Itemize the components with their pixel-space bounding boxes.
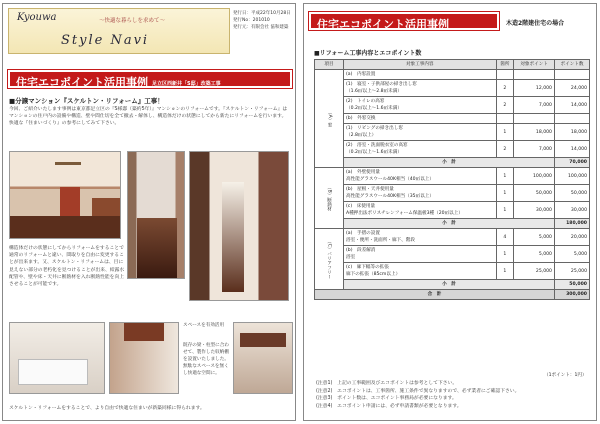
header-item: 項目 [315, 60, 344, 70]
masthead-title-bottom: Style Navi [61, 33, 150, 48]
table-row: (1) 寝室・子供部屋の掃き出し窓 （1.6㎡以上〜2.8㎡未満） 2 12,000 24,000 [315, 80, 590, 97]
masthead-title-top: Kyouwa [17, 12, 57, 23]
storage-shelf-photo [233, 322, 293, 394]
total-row: 合 計 300,000 [315, 290, 590, 300]
ceiling-fan-shape [55, 162, 81, 165]
note-2: (注意2) エコポイントは、工事箇所、施工条件で異なりますので、必ず業者にご確認下さい。 [316, 388, 520, 394]
left-banner-subtitle: 足立区西新井「S邸」改築工事 [152, 80, 221, 87]
publisher: 発行元：有限会社 協和建築 [233, 25, 289, 31]
floor-shape [10, 216, 120, 238]
work-cell: (c) 床使用量 A種押出法ポリスチレンフォーム保温板3種（20㎡以上） [344, 202, 497, 219]
living-room-photo [9, 151, 121, 239]
header-work: 対象工事内容 [344, 60, 497, 70]
hallway-photo [127, 151, 185, 279]
cabinet-shape [92, 198, 120, 218]
work-cell: (b) 段差解消 浴室 [344, 246, 497, 263]
table-row: (2) 浴室・洗面脱衣室の高窓 （0.2㎡以上〜1.6㎡未満） 2 7,000 14,000 [315, 141, 590, 158]
section-title: ■分譲マンション『スケルトン・リフォーム』工事！ [9, 97, 164, 105]
category-barrier-free: （C）バリアフリー [315, 229, 344, 290]
header-qty: 箇所 [496, 60, 514, 70]
shelf-shape [240, 333, 286, 347]
left-footer: スケルトン・リフォームをすることで、より自由で快適な住まいが新築同様に得られます。 [9, 406, 205, 411]
table-row [315, 114, 590, 124]
bathtub-shape [18, 359, 88, 385]
work-cell: (b) 屋根・天井使用量 高性能グラスウール40K相当（35㎡以上） [344, 185, 497, 202]
subtotal-row: 小 計 70,000 [315, 158, 590, 168]
table-row: (1) リビングの掃き出し窓 （2.8㎡以上） 1 18,000 18,000 [315, 124, 590, 141]
right-page [303, 3, 597, 421]
masthead [8, 8, 230, 54]
storage-note-heading: スペースを有効活用 [183, 323, 225, 328]
table-row: (c) 廊下幅等の拡張 廊下の拡張（85cm以上） 1 25,000 25,000 [315, 263, 590, 280]
cabinet-shape [124, 323, 164, 341]
floor-shape [137, 218, 177, 278]
left-banner-title: 住宅エコポイント活用事例 [16, 76, 148, 89]
total-points: 300,000 [554, 290, 589, 300]
table-row: （C）バリアフリー (a) 手摺の設置 浴室・便所・洗面所・廊下、階段 4 5,000 20,000 [315, 229, 590, 246]
table-row [315, 70, 590, 80]
washroom-photo [109, 322, 179, 394]
note-3: (注意3) ポイント数は、エコポイント事務局が必要になります。 [316, 396, 457, 401]
subtotal-row: 小 計 180,000 [315, 219, 590, 229]
note-1: (注意1) 上記の工事範囲及びエコポイントは参考として下さい。 [316, 381, 458, 386]
category-window: （A）窓 [315, 70, 344, 168]
category-insulation: （B）断熱材 [315, 168, 344, 229]
table-row: (b) 段差解消 浴室 1 5,000 5,000 [315, 246, 590, 263]
table-caption: ■リフォーム工事内容とエコポイント数 [314, 50, 422, 57]
unit-note: （1ポイント：1円） [544, 373, 587, 378]
work-cell: (c) 廊下幅等の拡張 廊下の拡張（85cm以上） [344, 263, 497, 280]
corridor-photo [189, 151, 289, 301]
work-cell: (2) トイレの高窓 （0.2㎡以上〜1.6㎡未満） [344, 97, 497, 114]
left-page [2, 3, 296, 421]
header-points: ポイント数 [554, 60, 589, 70]
work-cell: (a) 内窓設置 [344, 70, 497, 80]
left-banner [8, 70, 292, 88]
bathroom-photo [9, 322, 105, 394]
notes [316, 380, 592, 410]
work-cell: (a) 手摺の設置 浴室・便所・洗面所・廊下、階段 [344, 229, 497, 246]
table-row: (c) 床使用量 A種押出法ポリスチレンフォーム保温板3種（20㎡以上） 1 30,000 30,000 [315, 202, 590, 219]
hall-shape [222, 182, 244, 292]
table-header-row [315, 60, 590, 70]
subtotal-row: 小 計 50,000 [315, 280, 590, 290]
eco-point-table [314, 59, 590, 300]
skeleton-caption: 構造体だけの状態にしてからリフォームをすることで通常のリフォームと違い、間取りを自由に変更することが出来ます。又、スケルトン・リフォームは、目に見えない部分の老朽化を見つけることが出来、結露水配管や、壁や床・天井に断熱材を入れ断熱性能を向上させることが可能です。 [9, 246, 125, 288]
work-cell: (2) 浴室・洗面脱衣室の高窓 （0.2㎡以上〜1.6㎡未満） [344, 141, 497, 158]
storage-note-body: 既存の梁・柱型に合わせて、製作した収納棚を設置いたしました。無駄なスペースを無くし快適な空間に。 [183, 343, 229, 376]
table-row: (2) トイレの高窓 （0.2㎡以上〜1.6㎡未満） 2 7,000 14,000 [315, 97, 590, 114]
pub-number: 発行No：201010 [233, 18, 270, 24]
publication-info [233, 10, 295, 32]
header-unit-points: 対象ポイント [514, 60, 555, 70]
work-cell: (1) 寝室・子供部屋の掃き出し窓 （1.6㎡以上〜2.8㎡未満） [344, 80, 497, 97]
table-row: (b) 屋根・天井使用量 高性能グラスウール40K相当（35㎡以上） 1 50,000 50,000 [315, 185, 590, 202]
work-cell: (a) 外壁使用量 高性能グラスウール40K相当（40㎡以上） [344, 168, 497, 185]
table-row: （B）断熱材 (a) 外壁使用量 高性能グラスウール40K相当（40㎡以上） 1 100,000 100,000 [315, 168, 590, 185]
intro-text: 今回、ご紹介いたします事例は東京都足立区の『S様邸（築約5年）』マンションのリフォームです。『スケルトン・リフォーム』はマンションの住戸内の設備や構造、壁や間仕切を全て撤去・解体し、構造体だけの状態にしてから新たにリフォームを行います。快適な『住まいづくり』の参考にしてみて下さい。 [9, 107, 288, 127]
note-4: (注意4) エコポイント申請には、必ず申請書類が必要となります。 [316, 403, 462, 409]
masthead-tagline: 〜快適な暮らしを求めて〜 [99, 18, 166, 24]
work-cell: (b) 外窓交換 [344, 114, 497, 124]
pub-date: 発行日：平成22年10月28日 [233, 11, 291, 16]
right-subtitle: 木造2階建住宅の場合 [506, 20, 565, 27]
right-banner: 住宅エコポイント活用事例 [309, 12, 499, 30]
work-cell: (1) リビングの掃き出し窓 （2.8㎡以上） [344, 124, 497, 141]
